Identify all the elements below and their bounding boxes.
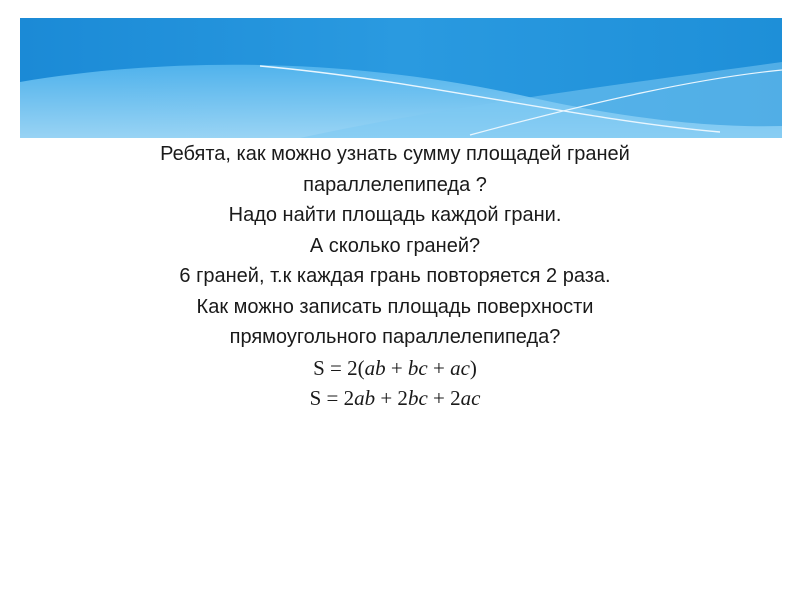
text-line-5: 6 граней, т.к каждая грань повторяется 2 раза. — [179, 265, 611, 287]
formula-expanded-plus-1: + 2 — [375, 386, 408, 410]
formula-grouped-ac: ac — [450, 355, 470, 380]
text-line-1: Ребята, как можно узнать сумму площадей граней — [160, 143, 630, 165]
slide-text — [90, 139, 700, 414]
text-line-2: параллелепипеда ? — [303, 173, 487, 196]
formula-grouped-rhs: ) — [469, 355, 477, 380]
formula-grouped-ab: ab — [364, 355, 386, 380]
formula-expanded-lhs: S = 2 — [309, 386, 355, 410]
formula-grouped-lhs: S = 2( — [313, 355, 365, 380]
formula-expanded-plus-2: + 2 — [427, 386, 461, 410]
text-line-6: Как можно записать площадь поверхности — [196, 295, 594, 318]
formula-expanded-ac: ac — [460, 386, 481, 410]
formula-expanded-ab: ab — [354, 386, 376, 410]
formula-grouped-bc: bc — [407, 355, 428, 380]
text-line-7: прямоугольного параллелепипеда? — [229, 326, 561, 348]
wave-banner — [0, 0, 800, 145]
text-line-4: А сколько граней? — [309, 234, 481, 257]
formula-expanded-bc: bc — [407, 386, 428, 410]
formula-grouped-plus-2: + — [427, 355, 451, 380]
text-line-3: Надо найти площадь каждой грани. — [228, 204, 562, 226]
formula-grouped — [90, 353, 700, 384]
formula-expanded — [90, 383, 700, 414]
formula-grouped-plus-1: + — [385, 355, 408, 380]
